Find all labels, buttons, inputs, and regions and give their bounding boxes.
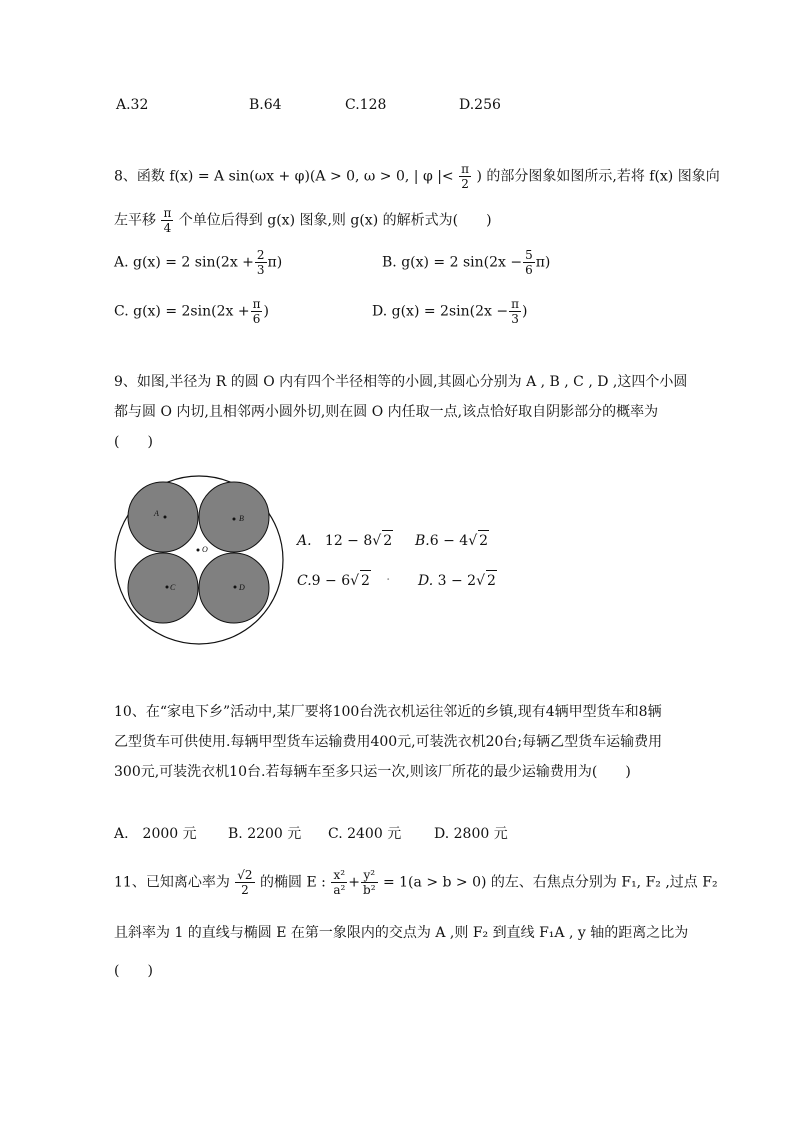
q11-x-fraction (331, 868, 347, 897)
frac-num: 5 (525, 248, 533, 262)
frac-num: π (252, 297, 261, 311)
q9-option-b (415, 530, 489, 551)
q9-option-d (418, 570, 497, 591)
q10-option-d: D. 2800 元 (434, 826, 508, 842)
label-c: C (170, 583, 176, 592)
label-d: D (239, 583, 245, 592)
q11-line1 (114, 868, 718, 897)
small-circle-a (128, 482, 198, 552)
q8-line2 (114, 206, 492, 235)
q9-option-a (297, 530, 393, 551)
q8-line2-prefix: 左平移 (114, 212, 156, 229)
sqrt-icon: √ (372, 533, 382, 549)
q8-line1 (114, 162, 720, 191)
frac-den: 4 (163, 221, 172, 235)
opt-integer: 9 − 6 (311, 573, 351, 589)
opt-prefix: D. g(x) = 2sin(2x − (372, 303, 509, 320)
opt-prefix: B. g(x) = 2 sin(2x − (382, 254, 523, 271)
frac-den: 3 (511, 312, 519, 326)
q8-suffix: ) 的部分图象如图所示,若将 f(x) 图象向 (476, 168, 720, 185)
q8-option-b (382, 248, 550, 277)
opt-fraction (509, 297, 521, 326)
q11-eccentricity-fraction (235, 868, 254, 897)
frac-num: √2 (237, 868, 253, 882)
label-b: B (239, 514, 244, 523)
q11-line2: 且斜率为 1 的直线与椭圆 E 在第一象限内的交点为 A ,则 F₂ 到直线 F₁A , y 轴的距离之比为 (114, 925, 689, 941)
opt-label: C. (297, 573, 312, 589)
q10-line1: 10、在“家电下乡”活动中,某厂要将100台洗衣机运往邻近的乡镇,现有4辆甲型货车和8辆 (114, 704, 662, 720)
opt-label: D. (418, 573, 434, 589)
q11-suffix: = 1(a > b > 0) 的左、右焦点分别为 F₁, F₂ ,过点 F₂ (382, 874, 718, 891)
q10-line2: 乙型货车可供使用.每辆甲型货车运输费用400元,可装洗衣机20台;每辆乙型货车运输费用 (114, 734, 663, 750)
center-dot-c (166, 586, 169, 589)
frac-num: y² (361, 868, 378, 883)
sqrt-icon: √ (350, 573, 360, 589)
opt-radicand: 2 (382, 530, 393, 551)
center-dot-b (233, 518, 236, 521)
q8-option-d (372, 297, 527, 326)
frac-num: π (511, 297, 519, 311)
opt-prefix: A. g(x) = 2 sin(2x + (114, 254, 254, 271)
opt-prefix: C. g(x) = 2sin(2x + (114, 303, 250, 320)
small-circle-c (128, 553, 198, 623)
q7-option-c: C.128 (345, 97, 387, 113)
opt-fraction (251, 297, 263, 326)
opt-fraction (255, 248, 267, 277)
q8-prefix: 8、函数 (114, 168, 165, 185)
frac-num: π (163, 206, 172, 220)
center-dot-d (234, 586, 237, 589)
frac-den: 6 (525, 263, 533, 277)
center-dot-o (197, 549, 200, 552)
q8-fraction-pi-2 (459, 162, 471, 191)
opt-radicand: 2 (486, 570, 497, 591)
small-circle-b (199, 482, 269, 552)
q11-y-fraction (361, 868, 378, 897)
opt-fraction (523, 248, 535, 277)
frac-den: 2 (241, 883, 249, 897)
q11-line3: ( ) (114, 963, 153, 979)
sqrt-icon: √ (468, 533, 478, 549)
q10-option-a: A. 2000 元 (114, 826, 197, 842)
frac-den: 2 (461, 177, 469, 191)
q7-option-a: A.32 (116, 97, 149, 113)
q10-line3: 300元,可装洗衣机10台.若每辆车至多只运一次,则该厂所花的最少运输费用为( ) (114, 764, 631, 780)
opt-suffix: ) (263, 303, 269, 320)
q7-option-d: D.256 (459, 97, 501, 113)
frac-num: x² (331, 868, 347, 883)
q10-option-b: B. 2200 元 (228, 826, 302, 842)
label-o: O (202, 545, 208, 554)
q9-line3: ( ) (114, 434, 153, 450)
q11-plus: + (348, 874, 361, 891)
frac-den: b² (363, 883, 376, 897)
frac-den: a² (333, 883, 346, 897)
center-dot-a (164, 516, 167, 519)
frac-den: 6 (252, 312, 261, 326)
q9-line1: 9、如图,半径为 R 的圆 O 内有四个半径相等的小圆,其圆心分别为 A , B , C , D ,这四个小圆 (114, 374, 688, 390)
opt-suffix: π) (535, 254, 551, 271)
opt-suffix: ) (521, 303, 528, 320)
label-a: A (154, 509, 159, 518)
opt-integer: 6 − 4 (429, 533, 469, 549)
frac-num: 2 (256, 248, 265, 262)
stray-dot-mark: · (386, 572, 391, 588)
q8-line2-suffix: 个单位后得到 g(x) 图象,则 g(x) 的解析式为( ) (178, 212, 492, 229)
frac-num: π (461, 162, 469, 176)
q9-option-c (297, 570, 371, 591)
q11-mid: 的椭圆 E : (260, 874, 326, 891)
q8-fraction-pi-4 (161, 206, 173, 235)
q8-option-c (114, 297, 269, 326)
q9-circle-figure (112, 473, 286, 647)
opt-radicand: 2 (478, 530, 489, 551)
opt-radicand: 2 (360, 570, 371, 591)
opt-integer: 12 − 8 (324, 533, 373, 549)
q7-option-b: B.64 (249, 97, 282, 113)
q10-option-c: C. 2400 元 (328, 826, 402, 842)
q8-option-a (114, 248, 282, 277)
opt-label: A. (297, 533, 312, 549)
opt-suffix: π) (267, 254, 283, 271)
opt-integer: 3 − 2 (437, 573, 477, 589)
opt-label: B. (415, 533, 430, 549)
q11-prefix: 11、已知离心率为 (114, 874, 230, 891)
frac-den: 3 (256, 263, 265, 277)
q8-function: f(x) = A sin(ωx + φ)(A > 0, ω > 0, | φ |< (169, 168, 454, 185)
sqrt-icon: √ (476, 573, 486, 589)
q9-line2: 都与圆 O 内切,且相邻两小圆外切,则在圆 O 内任取一点,该点恰好取自阴影部分的概率为 (114, 404, 659, 420)
